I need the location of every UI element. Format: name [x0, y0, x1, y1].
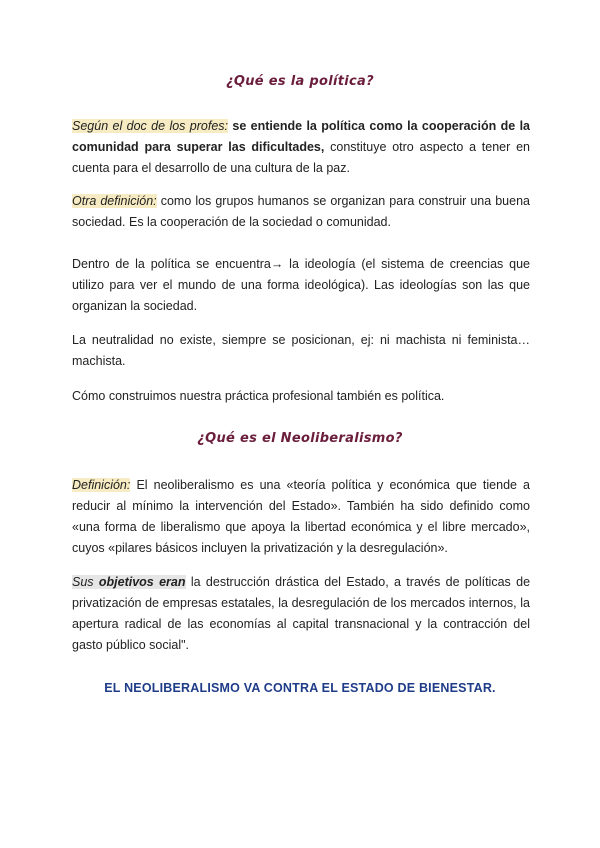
- lead-plain: Sus: [72, 575, 99, 589]
- paragraph-text: El neoliberalismo es una «teoría política y económica que tiende a reducir al mínimo la intervención del Estado». También ha sido definido como «una forma de liberalismo que apoya la libertad económica y el libre mercado», cuyos «pilares básicos incluyen la privatización y la desregulación».: [72, 478, 530, 555]
- paragraph-neutralidad: La neutralidad no existe, siempre se posicionan, ej: ni machista ni feminista…machista.: [72, 333, 530, 368]
- heading-neoliberalismo: ¿Qué es el Neoliberalismo?: [197, 431, 403, 446]
- paragraph-otra-definicion: [72, 191, 530, 233]
- paragraph-politica-profes: [72, 116, 530, 179]
- bold-definition: se entiende la política como la cooperación de la comunidad para superar las dificultades,: [72, 119, 530, 154]
- highlighted-lead: Definición:: [72, 478, 131, 492]
- paragraph-practica: Cómo construimos nuestra práctica profesional también es política.: [72, 389, 445, 403]
- paragraph-text: como los grupos humanos se organizan para construir una buena sociedad. Es la cooperación de la sociedad o comunidad.: [72, 194, 530, 229]
- paragraph-definicion-neoliberalismo: [72, 475, 530, 559]
- closing-statement: EL NEOLIBERALISMO VA CONTRA EL ESTADO DE BIENESTAR.: [104, 681, 496, 695]
- paragraph-ideologia: Dentro de la política se encuentra→ la ideología (el sistema de creencias que utilizo para ver el mundo de una forma ideológica). Las ideologías son las que organizan la sociedad.: [72, 257, 530, 313]
- heading-politica: ¿Qué es la política?: [226, 74, 374, 89]
- highlighted-lead: Según el doc de los profes:: [72, 119, 229, 133]
- lead-bold: objetivos eran: [98, 575, 186, 589]
- paragraph-objetivos: [72, 572, 530, 656]
- paragraph-text: la destrucción drástica del Estado, a través de políticas de privatización de empresas estatales, la desregulación de los mercados internos, la apertura radical de las economías al capital transnacional y la contracción del gasto público social".: [72, 575, 531, 652]
- paragraph-text: constituye otro aspecto a tener en cuenta para el desarrollo de una cultura de la paz.: [72, 140, 530, 175]
- highlighted-lead: Otra definición:: [72, 194, 157, 208]
